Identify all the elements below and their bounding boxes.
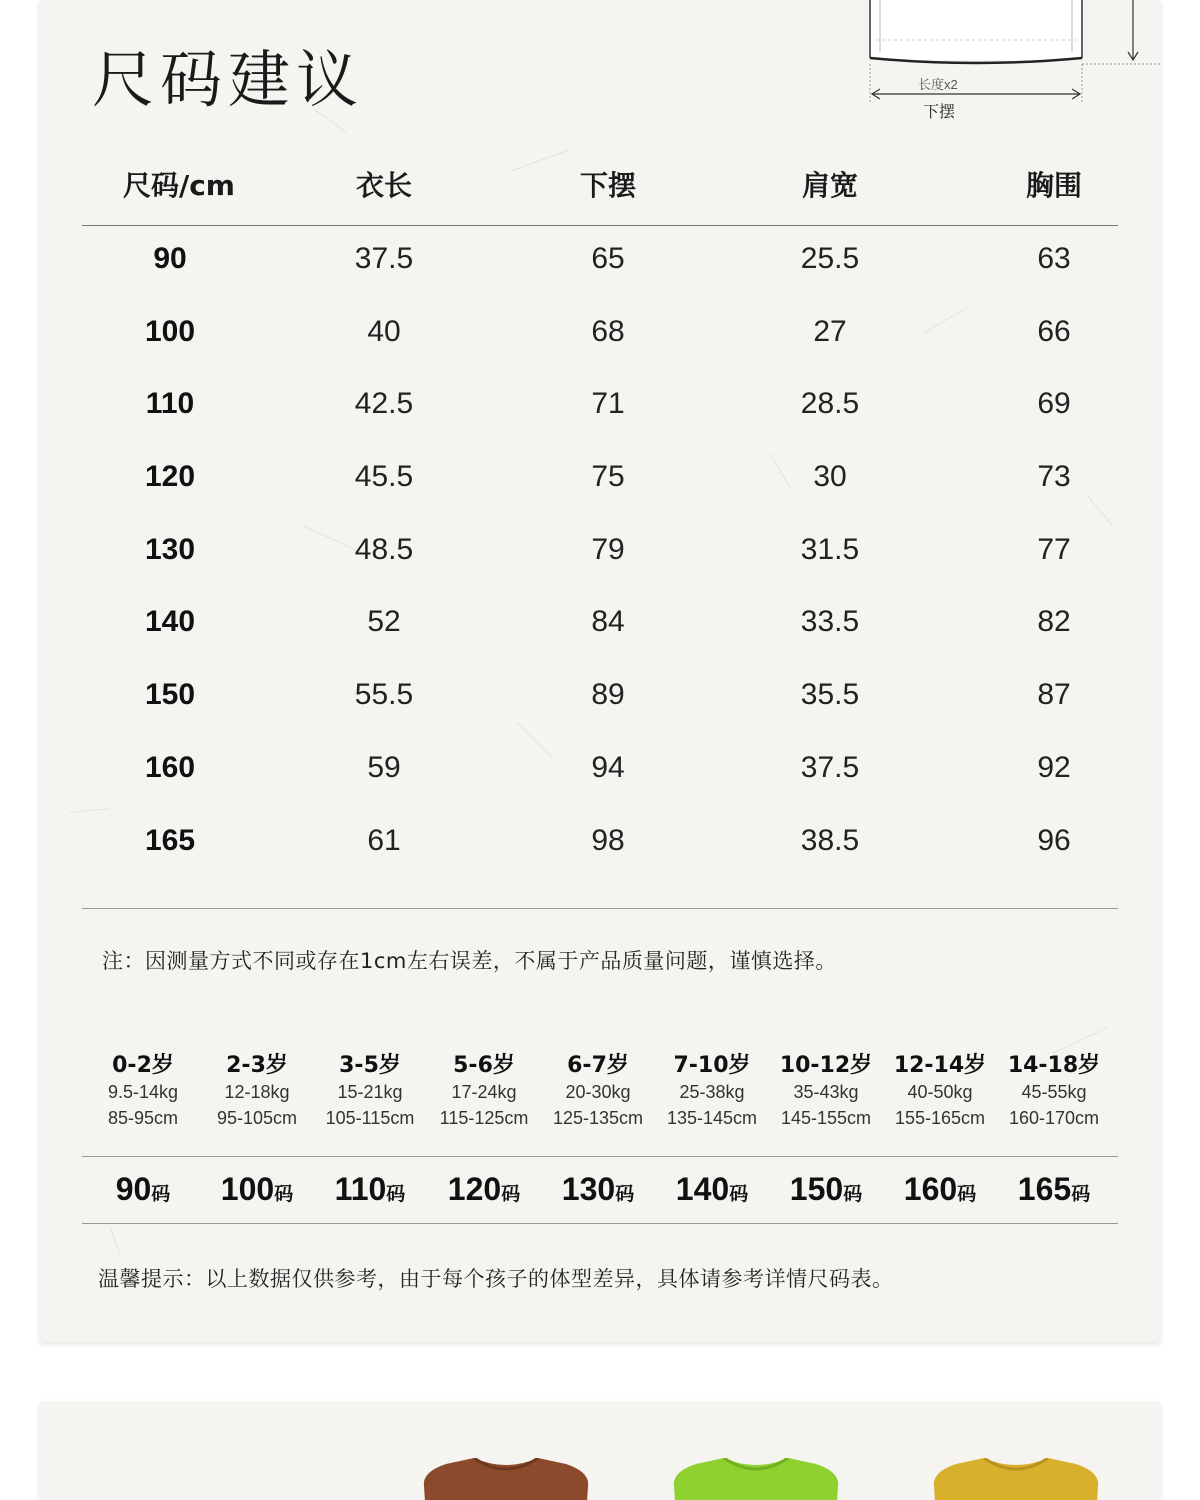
diagram-length-label: 长度x2 xyxy=(918,77,958,92)
size-code-number: 130 xyxy=(561,1171,616,1207)
weight-range: 9.5-14kg xyxy=(107,1082,179,1102)
height-range: 160-170cm xyxy=(1008,1108,1100,1128)
cell-hem: 98 xyxy=(591,823,625,857)
height-range: 105-115cm xyxy=(325,1108,415,1128)
height-range: 95-105cm xyxy=(216,1108,298,1128)
cell-length: 37.5 xyxy=(354,242,414,275)
weight-range: 15-21kg xyxy=(337,1082,403,1102)
weight-range: 35-43kg xyxy=(793,1082,859,1102)
cell-chest: 96 xyxy=(1037,823,1071,857)
age-column xyxy=(313,1048,427,1134)
age-range: 10-12岁 xyxy=(779,1053,873,1078)
table-row xyxy=(82,444,1118,517)
cell-length: 59 xyxy=(367,750,401,784)
age-range: 5-6岁 xyxy=(453,1053,515,1078)
height-range: 155-165cm xyxy=(894,1108,986,1128)
cell-size: 90 xyxy=(153,242,187,275)
size-code-unit: 码 xyxy=(957,1183,977,1205)
age-range: 7-10岁 xyxy=(673,1053,751,1078)
measurement-note: 注：因测量方式不同或存在1cm左右误差，不属于产品质量问题，谨慎选择。 xyxy=(102,949,837,973)
weight-range: 20-30kg xyxy=(565,1082,631,1102)
header-size: 尺码/cm xyxy=(122,169,235,202)
table-row xyxy=(82,589,1118,662)
age-column xyxy=(200,1048,314,1134)
cell-size: 100 xyxy=(144,314,196,348)
cell-chest: 77 xyxy=(1037,532,1071,566)
height-range: 125-135cm xyxy=(552,1108,644,1128)
cell-shoulder: 27 xyxy=(813,314,847,348)
size-code xyxy=(541,1171,655,1208)
cell-length: 55.5 xyxy=(354,678,414,712)
size-code-unit: 码 xyxy=(615,1183,635,1205)
cell-chest: 87 xyxy=(1037,678,1071,712)
age-range: 14-18岁 xyxy=(1007,1053,1101,1078)
cell-hem: 89 xyxy=(591,678,625,712)
cell-length: 61 xyxy=(367,823,401,857)
cell-chest: 69 xyxy=(1037,387,1071,421)
size-code-number: 165 xyxy=(1017,1171,1072,1207)
size-code-unit: 码 xyxy=(729,1183,749,1205)
cell-size: 150 xyxy=(144,678,196,712)
cell-hem: 71 xyxy=(591,387,625,421)
weight-range: 40-50kg xyxy=(907,1082,973,1102)
header-shoulder: 肩宽 xyxy=(801,169,858,202)
header-length: 衣长 xyxy=(355,169,412,202)
cell-length: 42.5 xyxy=(354,387,414,421)
table-row xyxy=(82,226,1118,299)
size-code-row xyxy=(82,1156,1118,1224)
size-code-unit: 码 xyxy=(843,1183,863,1205)
paper-fiber xyxy=(109,1226,120,1255)
cell-length: 45.5 xyxy=(354,460,414,494)
age-column xyxy=(541,1048,655,1134)
size-code xyxy=(883,1171,997,1208)
cell-chest: 92 xyxy=(1037,750,1071,784)
age-range: 0-2岁 xyxy=(112,1053,174,1078)
cell-shoulder: 38.5 xyxy=(800,823,860,857)
size-code-number: 150 xyxy=(789,1171,844,1207)
cell-shoulder: 31.5 xyxy=(800,532,860,566)
age-column xyxy=(427,1048,541,1134)
cell-shoulder: 35.5 xyxy=(800,678,860,712)
size-code xyxy=(86,1171,200,1208)
size-guide-card xyxy=(40,0,1160,1342)
vest-measure-diagram xyxy=(820,0,1160,130)
page-title: 尺码建议 xyxy=(92,43,365,116)
cell-length: 52 xyxy=(367,605,401,639)
green-vest-icon xyxy=(668,1458,844,1500)
cell-hem: 75 xyxy=(591,460,625,494)
garment-diagram xyxy=(820,0,1140,130)
age-range: 6-7岁 xyxy=(567,1053,629,1078)
size-code-unit: 码 xyxy=(274,1183,294,1205)
cell-hem: 65 xyxy=(591,242,625,275)
table-row xyxy=(82,299,1118,372)
product-preview-card xyxy=(40,1402,1160,1500)
age-column xyxy=(997,1048,1111,1134)
friendly-tip: 温馨提示：以上数据仅供参考，由于每个孩子的体型差异，具体请参考详情尺码表。 xyxy=(98,1267,894,1291)
height-range: 135-145cm xyxy=(666,1108,758,1128)
brown-vest-icon xyxy=(418,1458,594,1500)
height-range: 145-155cm xyxy=(780,1108,872,1128)
size-code-number: 120 xyxy=(447,1171,502,1207)
table-row xyxy=(82,808,1118,881)
cell-size: 165 xyxy=(144,823,196,857)
size-code xyxy=(200,1171,314,1208)
size-code-unit: 码 xyxy=(501,1183,521,1205)
cell-length: 48.5 xyxy=(354,532,414,566)
table-row xyxy=(82,735,1118,808)
cell-chest: 73 xyxy=(1037,460,1071,494)
cell-hem: 84 xyxy=(591,605,625,639)
table-row xyxy=(82,517,1118,590)
size-code-unit: 码 xyxy=(151,1183,171,1205)
age-range: 3-5岁 xyxy=(339,1053,401,1078)
size-code-number: 110 xyxy=(334,1171,387,1207)
age-range: 12-14岁 xyxy=(893,1053,987,1078)
cell-hem: 94 xyxy=(591,750,625,784)
weight-range: 45-55kg xyxy=(1021,1082,1087,1102)
cell-shoulder: 33.5 xyxy=(800,605,860,639)
size-code xyxy=(313,1171,427,1208)
cell-shoulder: 30 xyxy=(813,460,847,494)
size-code xyxy=(997,1171,1111,1208)
cell-size: 160 xyxy=(144,750,196,784)
table-header xyxy=(82,150,1118,226)
weight-range: 25-38kg xyxy=(679,1082,745,1102)
cell-size: 140 xyxy=(144,605,196,639)
size-code-number: 90 xyxy=(115,1171,152,1207)
cell-size: 130 xyxy=(144,532,196,566)
age-column xyxy=(883,1048,997,1134)
cell-size: 110 xyxy=(145,387,195,421)
cell-chest: 63 xyxy=(1037,242,1071,275)
diagram-hem-label: 下摆 xyxy=(923,102,956,121)
age-column xyxy=(86,1048,200,1134)
size-code-number: 160 xyxy=(903,1171,958,1207)
header-hem: 下摆 xyxy=(579,169,636,202)
size-table xyxy=(82,150,1118,909)
age-range: 2-3岁 xyxy=(226,1053,288,1078)
size-code xyxy=(427,1171,541,1208)
cell-chest: 66 xyxy=(1037,314,1071,348)
cell-shoulder: 28.5 xyxy=(800,387,860,421)
cell-size: 120 xyxy=(144,460,196,494)
yellow-vest-icon xyxy=(928,1458,1104,1500)
cell-hem: 79 xyxy=(591,532,625,566)
size-code-number: 140 xyxy=(675,1171,730,1207)
weight-range: 12-18kg xyxy=(224,1082,290,1102)
size-code xyxy=(655,1171,769,1208)
height-range: 115-125cm xyxy=(439,1108,529,1128)
weight-range: 17-24kg xyxy=(451,1082,517,1102)
height-range: 85-95cm xyxy=(107,1108,179,1128)
cell-hem: 68 xyxy=(591,314,625,348)
age-column xyxy=(769,1048,883,1134)
size-code-number: 100 xyxy=(220,1171,275,1207)
cell-chest: 82 xyxy=(1037,605,1071,639)
cell-length: 40 xyxy=(367,314,401,348)
cell-shoulder: 37.5 xyxy=(800,750,860,784)
cell-shoulder: 25.5 xyxy=(800,242,860,275)
size-code xyxy=(769,1171,883,1208)
age-column xyxy=(655,1048,769,1134)
table-body xyxy=(82,226,1118,909)
size-code-unit: 码 xyxy=(1071,1183,1091,1205)
table-row xyxy=(82,371,1118,444)
table-row xyxy=(82,662,1118,735)
header-chest: 胸围 xyxy=(1025,169,1082,202)
size-code-unit: 码 xyxy=(386,1183,406,1205)
